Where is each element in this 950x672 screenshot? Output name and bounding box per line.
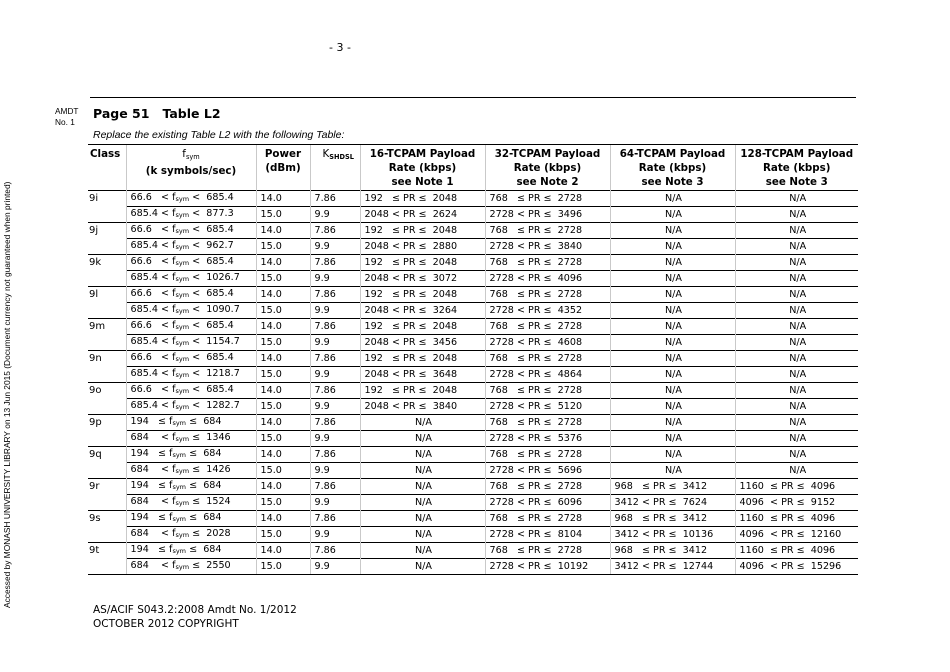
k-shdsl-cell: 7.86 <box>310 543 360 559</box>
class-cell: 9l <box>88 287 126 303</box>
table-row <box>88 287 858 303</box>
table-row <box>88 479 858 495</box>
power-cell: 15.0 <box>256 527 310 543</box>
class-cell: 9t <box>88 543 126 559</box>
tcpam128-cell: N/A <box>735 255 858 271</box>
k-shdsl-cell: 9.9 <box>310 431 360 447</box>
k-shdsl-cell: 7.86 <box>310 191 360 207</box>
tcpam16-cell: 2048 < PR ≤ 3264 <box>360 303 485 319</box>
fsym-range-cell: 66.6 < fsym < 685.4 <box>126 351 256 367</box>
table-row <box>88 495 858 511</box>
fsym-range-cell: 66.6 < fsym < 685.4 <box>126 191 256 207</box>
class-cell <box>88 367 126 383</box>
fsym-range-cell: 194 ≤ fsym ≤ 684 <box>126 511 256 527</box>
tcpam64-cell: N/A <box>610 207 735 223</box>
tcpam16-cell: N/A <box>360 463 485 479</box>
tcpam32-cell: 768 ≤ PR ≤ 2728 <box>485 255 610 271</box>
table-header-row <box>88 145 858 191</box>
tcpam32-cell: 768 ≤ PR ≤ 2728 <box>485 479 610 495</box>
fsym-range-cell: 684 < fsym ≤ 2028 <box>126 527 256 543</box>
power-cell: 14.0 <box>256 447 310 463</box>
header-16-tcpam: 16-TCPAM Payload Rate (kbps) see Note 1 <box>360 145 485 191</box>
power-cell: 15.0 <box>256 463 310 479</box>
table-row <box>88 367 858 383</box>
tcpam64-cell: N/A <box>610 367 735 383</box>
tcpam32-cell: 768 ≤ PR ≤ 2728 <box>485 351 610 367</box>
footer <box>93 603 297 631</box>
table-row <box>88 335 858 351</box>
header-k-shdsl: KSHDSL <box>310 145 360 191</box>
k-shdsl-cell: 7.86 <box>310 383 360 399</box>
k-shdsl-cell: 9.9 <box>310 271 360 287</box>
power-cell: 14.0 <box>256 255 310 271</box>
class-cell <box>88 303 126 319</box>
tcpam128-cell: N/A <box>735 399 858 415</box>
class-cell <box>88 431 126 447</box>
power-cell: 14.0 <box>256 351 310 367</box>
power-cell: 15.0 <box>256 559 310 575</box>
tcpam128-cell: N/A <box>735 207 858 223</box>
tcpam64-cell: N/A <box>610 239 735 255</box>
power-cell: 14.0 <box>256 543 310 559</box>
tcpam16-cell: N/A <box>360 495 485 511</box>
table-row <box>88 239 858 255</box>
k-shdsl-cell: 7.86 <box>310 447 360 463</box>
tcpam32-cell: 768 ≤ PR ≤ 2728 <box>485 447 610 463</box>
tcpam128-cell: 1160 ≤ PR ≤ 4096 <box>735 543 858 559</box>
tcpam128-cell: N/A <box>735 351 858 367</box>
tcpam32-cell: 768 ≤ PR ≤ 2728 <box>485 287 610 303</box>
tcpam32-cell: 2728 < PR ≤ 5376 <box>485 431 610 447</box>
k-shdsl-cell: 7.86 <box>310 511 360 527</box>
tcpam32-cell: 768 ≤ PR ≤ 2728 <box>485 319 610 335</box>
tcpam128-cell: 1160 ≤ PR ≤ 4096 <box>735 511 858 527</box>
header-128-tcpam: 128-TCPAM Payload Rate (kbps) see Note 3 <box>735 145 858 191</box>
power-cell: 15.0 <box>256 335 310 351</box>
fsym-range-cell: 194 ≤ fsym ≤ 684 <box>126 479 256 495</box>
class-cell: 9q <box>88 447 126 463</box>
table-row <box>88 543 858 559</box>
class-cell: 9s <box>88 511 126 527</box>
power-cell: 14.0 <box>256 415 310 431</box>
tcpam32-cell: 2728 < PR ≤ 8104 <box>485 527 610 543</box>
power-cell: 14.0 <box>256 479 310 495</box>
copyright-line: OCTOBER 2012 COPYRIGHT <box>93 618 239 630</box>
table-row <box>88 319 858 335</box>
tcpam128-cell: N/A <box>735 303 858 319</box>
class-cell: 9i <box>88 191 126 207</box>
table-row <box>88 463 858 479</box>
tcpam64-cell: N/A <box>610 191 735 207</box>
k-shdsl-cell: 9.9 <box>310 463 360 479</box>
k-shdsl-cell: 9.9 <box>310 399 360 415</box>
tcpam128-cell: 1160 ≤ PR ≤ 4096 <box>735 479 858 495</box>
tcpam16-cell: 192 ≤ PR ≤ 2048 <box>360 319 485 335</box>
fsym-range-cell: 685.4 < fsym < 1282.7 <box>126 399 256 415</box>
power-cell: 14.0 <box>256 511 310 527</box>
k-shdsl-cell: 9.9 <box>310 335 360 351</box>
k-shdsl-cell: 9.9 <box>310 239 360 255</box>
tcpam64-cell: N/A <box>610 399 735 415</box>
k-shdsl-cell: 7.86 <box>310 351 360 367</box>
k-shdsl-cell: 7.86 <box>310 479 360 495</box>
k-shdsl-cell: 7.86 <box>310 319 360 335</box>
tcpam32-cell: 2728 < PR ≤ 6096 <box>485 495 610 511</box>
tcpam32-cell: 2728 < PR ≤ 3840 <box>485 239 610 255</box>
tcpam64-cell: 3412 < PR ≤ 12744 <box>610 559 735 575</box>
tcpam16-cell: 2048 < PR ≤ 3648 <box>360 367 485 383</box>
tcpam128-cell: 4096 < PR ≤ 15296 <box>735 559 858 575</box>
class-cell <box>88 399 126 415</box>
fsym-range-cell: 66.6 < fsym < 685.4 <box>126 319 256 335</box>
tcpam128-cell: N/A <box>735 415 858 431</box>
tcpam16-cell: 192 ≤ PR ≤ 2048 <box>360 383 485 399</box>
tcpam16-cell: 2048 < PR ≤ 3456 <box>360 335 485 351</box>
k-shdsl-cell: 9.9 <box>310 303 360 319</box>
tcpam128-cell: 4096 < PR ≤ 12160 <box>735 527 858 543</box>
table-row <box>88 271 858 287</box>
tcpam16-cell: 192 ≤ PR ≤ 2048 <box>360 223 485 239</box>
tcpam32-cell: 2728 < PR ≤ 4864 <box>485 367 610 383</box>
table-row <box>88 511 858 527</box>
class-cell: 9p <box>88 415 126 431</box>
tcpam32-cell: 768 ≤ PR ≤ 2728 <box>485 543 610 559</box>
tcpam128-cell: N/A <box>735 431 858 447</box>
tcpam16-cell: N/A <box>360 527 485 543</box>
tcpam32-cell: 2728 < PR ≤ 4096 <box>485 271 610 287</box>
class-cell <box>88 271 126 287</box>
class-cell: 9m <box>88 319 126 335</box>
table-row <box>88 415 858 431</box>
table-row <box>88 207 858 223</box>
tcpam16-cell: 2048 < PR ≤ 3072 <box>360 271 485 287</box>
k-shdsl-cell: 7.86 <box>310 223 360 239</box>
power-cell: 15.0 <box>256 303 310 319</box>
tcpam32-cell: 768 ≤ PR ≤ 2728 <box>485 223 610 239</box>
table-row <box>88 431 858 447</box>
page-reference: Page 51 <box>93 106 150 121</box>
fsym-range-cell: 194 ≤ fsym ≤ 684 <box>126 447 256 463</box>
tcpam64-cell: N/A <box>610 335 735 351</box>
tcpam128-cell: N/A <box>735 287 858 303</box>
tcpam32-cell: 768 ≤ PR ≤ 2728 <box>485 191 610 207</box>
table-reference: Table L2 <box>162 106 221 121</box>
fsym-range-cell: 685.4 < fsym < 962.7 <box>126 239 256 255</box>
fsym-range-cell: 685.4 < fsym < 1218.7 <box>126 367 256 383</box>
class-cell <box>88 239 126 255</box>
power-cell: 15.0 <box>256 239 310 255</box>
tcpam64-cell: N/A <box>610 431 735 447</box>
tcpam16-cell: N/A <box>360 431 485 447</box>
tcpam64-cell: N/A <box>610 223 735 239</box>
standard-reference: AS/ACIF S043.2:2008 Amdt No. 1/2012 <box>93 604 297 616</box>
tcpam16-cell: 2048 < PR ≤ 2880 <box>360 239 485 255</box>
table-body <box>88 191 858 575</box>
header-32-tcpam: 32-TCPAM Payload Rate (kbps) see Note 2 <box>485 145 610 191</box>
tcpam16-cell: N/A <box>360 447 485 463</box>
fsym-range-cell: 194 ≤ fsym ≤ 684 <box>126 543 256 559</box>
fsym-range-cell: 194 ≤ fsym ≤ 684 <box>126 415 256 431</box>
tcpam128-cell: 4096 < PR ≤ 9152 <box>735 495 858 511</box>
tcpam64-cell: 968 ≤ PR ≤ 3412 <box>610 479 735 495</box>
tcpam128-cell: N/A <box>735 191 858 207</box>
fsym-range-cell: 684 < fsym ≤ 2550 <box>126 559 256 575</box>
tcpam16-cell: 192 ≤ PR ≤ 2048 <box>360 351 485 367</box>
power-cell: 14.0 <box>256 191 310 207</box>
k-shdsl-cell: 7.86 <box>310 287 360 303</box>
class-cell <box>88 527 126 543</box>
fsym-range-cell: 685.4 < fsym < 1090.7 <box>126 303 256 319</box>
class-cell <box>88 207 126 223</box>
table-row <box>88 399 858 415</box>
power-cell: 15.0 <box>256 271 310 287</box>
tcpam64-cell: N/A <box>610 351 735 367</box>
table-row <box>88 351 858 367</box>
class-cell: 9j <box>88 223 126 239</box>
amendment-heading <box>93 106 234 121</box>
fsym-range-cell: 684 < fsym ≤ 1346 <box>126 431 256 447</box>
tcpam64-cell: N/A <box>610 319 735 335</box>
tcpam16-cell: N/A <box>360 511 485 527</box>
header-fsym: fsym (k symbols/sec) <box>126 145 256 191</box>
k-shdsl-cell: 9.9 <box>310 559 360 575</box>
tcpam64-cell: N/A <box>610 271 735 287</box>
tcpam64-cell: 968 ≤ PR ≤ 3412 <box>610 511 735 527</box>
tcpam128-cell: N/A <box>735 335 858 351</box>
table-row <box>88 303 858 319</box>
tcpam32-cell: 2728 < PR ≤ 4608 <box>485 335 610 351</box>
class-cell <box>88 335 126 351</box>
fsym-range-cell: 684 < fsym ≤ 1426 <box>126 463 256 479</box>
fsym-range-cell: 66.6 < fsym < 685.4 <box>126 287 256 303</box>
page-number: - 3 - <box>329 41 351 54</box>
tcpam64-cell: N/A <box>610 255 735 271</box>
fsym-range-cell: 685.4 < fsym < 877.3 <box>126 207 256 223</box>
header-power: Power (dBm) <box>256 145 310 191</box>
tcpam64-cell: 968 ≤ PR ≤ 3412 <box>610 543 735 559</box>
tcpam64-cell: N/A <box>610 415 735 431</box>
tcpam128-cell: N/A <box>735 223 858 239</box>
amendment-instruction: Replace the existing Table L2 with the following Table: <box>93 129 345 141</box>
tcpam64-cell: N/A <box>610 463 735 479</box>
k-shdsl-cell: 7.86 <box>310 255 360 271</box>
tcpam128-cell: N/A <box>735 367 858 383</box>
tcpam32-cell: 768 ≤ PR ≤ 2728 <box>485 383 610 399</box>
k-shdsl-cell: 9.9 <box>310 367 360 383</box>
tcpam16-cell: N/A <box>360 543 485 559</box>
class-cell: 9k <box>88 255 126 271</box>
tcpam16-cell: 192 ≤ PR ≤ 2048 <box>360 255 485 271</box>
table-row <box>88 223 858 239</box>
tcpam16-cell: N/A <box>360 559 485 575</box>
tcpam16-cell: 192 ≤ PR ≤ 2048 <box>360 287 485 303</box>
header-class: Class <box>88 145 126 191</box>
amdt-number: No. 1 <box>55 117 75 127</box>
fsym-range-cell: 66.6 < fsym < 685.4 <box>126 383 256 399</box>
fsym-range-cell: 66.6 < fsym < 685.4 <box>126 255 256 271</box>
power-cell: 14.0 <box>256 287 310 303</box>
top-rule <box>90 97 856 98</box>
k-shdsl-cell: 9.9 <box>310 527 360 543</box>
power-cell: 14.0 <box>256 383 310 399</box>
power-cell: 15.0 <box>256 399 310 415</box>
k-shdsl-cell: 7.86 <box>310 415 360 431</box>
table-row <box>88 559 858 575</box>
tcpam16-cell: 2048 < PR ≤ 2624 <box>360 207 485 223</box>
tcpam16-cell: N/A <box>360 479 485 495</box>
power-cell: 15.0 <box>256 207 310 223</box>
tcpam128-cell: N/A <box>735 319 858 335</box>
class-cell: 9r <box>88 479 126 495</box>
tcpam64-cell: 3412 < PR ≤ 10136 <box>610 527 735 543</box>
access-watermark: Accessed by MONASH UNIVERSITY LIBRARY on 13 Jun 2015 (Document currency not guaranteed when printed) <box>2 181 12 608</box>
table-row <box>88 447 858 463</box>
tcpam128-cell: N/A <box>735 447 858 463</box>
tcpam32-cell: 768 ≤ PR ≤ 2728 <box>485 415 610 431</box>
fsym-range-cell: 685.4 < fsym < 1154.7 <box>126 335 256 351</box>
class-cell <box>88 559 126 575</box>
fsym-range-cell: 684 < fsym ≤ 1524 <box>126 495 256 511</box>
table-row <box>88 255 858 271</box>
power-cell: 14.0 <box>256 223 310 239</box>
k-shdsl-cell: 9.9 <box>310 207 360 223</box>
tcpam16-cell: 192 ≤ PR ≤ 2048 <box>360 191 485 207</box>
tcpam64-cell: N/A <box>610 303 735 319</box>
tcpam32-cell: 2728 < PR ≤ 4352 <box>485 303 610 319</box>
fsym-range-cell: 685.4 < fsym < 1026.7 <box>126 271 256 287</box>
power-cell: 14.0 <box>256 319 310 335</box>
fsym-range-cell: 66.6 < fsym < 685.4 <box>126 223 256 239</box>
tcpam128-cell: N/A <box>735 271 858 287</box>
tcpam128-cell: N/A <box>735 239 858 255</box>
tcpam128-cell: N/A <box>735 463 858 479</box>
table-row <box>88 191 858 207</box>
class-cell <box>88 463 126 479</box>
tcpam64-cell: 3412 < PR ≤ 7624 <box>610 495 735 511</box>
tcpam128-cell: N/A <box>735 383 858 399</box>
power-cell: 15.0 <box>256 431 310 447</box>
tcpam16-cell: N/A <box>360 415 485 431</box>
amdt-label: AMDT <box>55 106 79 116</box>
tcpam64-cell: N/A <box>610 287 735 303</box>
table-row <box>88 527 858 543</box>
tcpam64-cell: N/A <box>610 447 735 463</box>
k-shdsl-cell: 9.9 <box>310 495 360 511</box>
tcpam32-cell: 768 ≤ PR ≤ 2728 <box>485 511 610 527</box>
amendment-margin-label <box>55 106 79 128</box>
header-64-tcpam: 64-TCPAM Payload Rate (kbps) see Note 3 <box>610 145 735 191</box>
class-cell: 9o <box>88 383 126 399</box>
class-cell: 9n <box>88 351 126 367</box>
tcpam32-cell: 2728 < PR ≤ 5696 <box>485 463 610 479</box>
tcpam32-cell: 2728 < PR ≤ 3496 <box>485 207 610 223</box>
power-cell: 15.0 <box>256 367 310 383</box>
class-cell <box>88 495 126 511</box>
table-l2 <box>88 144 858 575</box>
tcpam16-cell: 2048 < PR ≤ 3840 <box>360 399 485 415</box>
tcpam32-cell: 2728 < PR ≤ 5120 <box>485 399 610 415</box>
tcpam64-cell: N/A <box>610 383 735 399</box>
table-row <box>88 383 858 399</box>
power-cell: 15.0 <box>256 495 310 511</box>
tcpam32-cell: 2728 < PR ≤ 10192 <box>485 559 610 575</box>
